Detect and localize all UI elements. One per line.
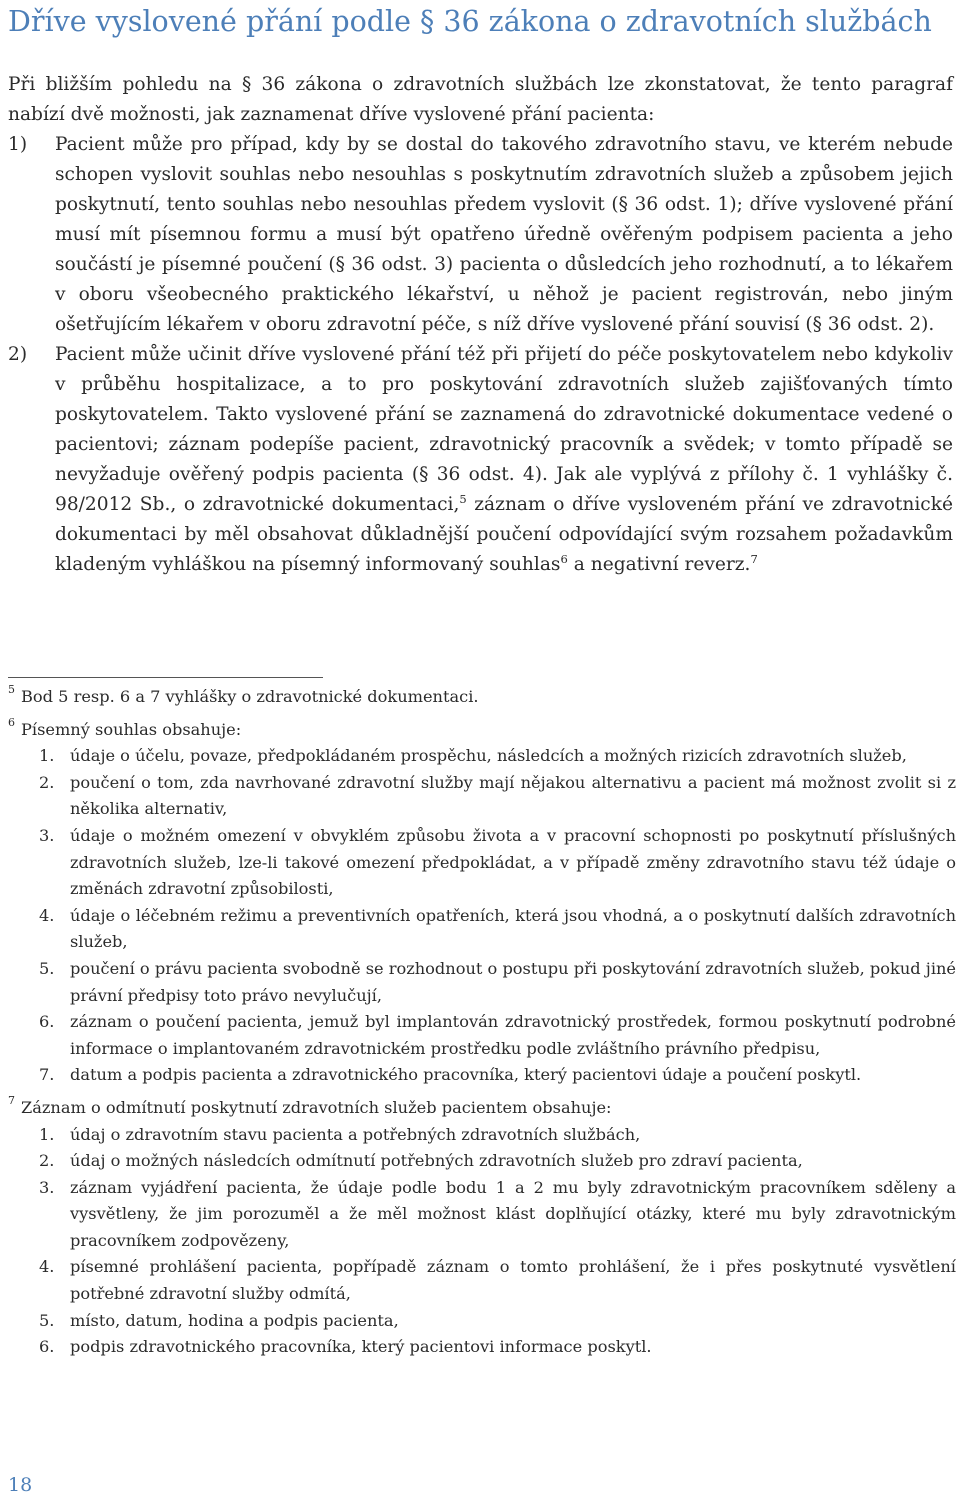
list-item	[8, 340, 953, 580]
footnote-list-number: 2.	[39, 772, 55, 792]
footnote-list-item	[8, 956, 956, 1009]
footnote-list-item	[8, 1175, 956, 1255]
footnote-list-text: poučení o právu pacienta svobodně se rozhodnout o postupu při poskytování zdravotních služeb, pokud jiné právní předpisy toto právo nevylučují,	[70, 958, 956, 1005]
list-item-text: a negativní reverz.	[567, 554, 751, 575]
footnote-list-item	[8, 770, 956, 823]
footnote-list-number: 4.	[39, 905, 55, 925]
list-item-number: 1)	[8, 134, 28, 155]
footnote-list-number: 5.	[39, 1310, 55, 1330]
footnote-5	[8, 684, 956, 711]
footnote-list-text: údaje o účelu, povaze, předpokládaném prospěchu, následcích a možných rizicích zdravotních služeb,	[70, 746, 907, 766]
footnote-divider	[8, 677, 323, 678]
footnote-ref: 6	[560, 551, 568, 566]
footnote-list-item	[8, 903, 956, 956]
footnote-ref: 5	[459, 491, 467, 506]
footnote-list-number: 1.	[39, 1124, 55, 1144]
footnote-list-number: 4.	[39, 1257, 55, 1277]
footnote-list-number: 1.	[39, 746, 55, 766]
footnote-list-item	[8, 743, 956, 770]
footnote-list-number: 2.	[39, 1151, 55, 1171]
footnote-mark: 7	[8, 1093, 15, 1107]
footnote-list-item	[8, 1009, 956, 1062]
footnote-list-number: 5.	[39, 958, 55, 978]
footnote-list-text: záznam o poučení pacienta, jemuž byl implantován zdravotnický prostředek, formou poskytnutí podrobné informace o implantovaném zdravotnickém prostředku podle zvláštního právního předpisu,	[70, 1012, 956, 1058]
footnote-list-number: 6.	[39, 1337, 55, 1357]
footnote-mark: 6	[8, 715, 15, 729]
footnote-list-text: datum a podpis pacienta a zdravotnického pracovníka, který pacientovi údaje a poučení poskytl.	[70, 1065, 862, 1085]
footnote-list-item	[8, 1254, 956, 1307]
footnote-list-text: údaje o možném omezení v obvyklém způsobu života a v pracovní schopnosti po poskytnutí příslušných zdravotních služeb, lze-li takové omezení předpokládat, a v případě změny zdravotního stavu též údaje o změnách zdravotní způsobilosti,	[70, 825, 956, 899]
footnote-list-text: písemné prohlášení pacienta, popřípadě záznam o tomto prohlášení, že i přes poskytnuté vysvětlení potřebné zdravotní služby odmítá,	[70, 1257, 956, 1304]
footnote-list	[8, 1122, 956, 1361]
footnote-text: Písemný souhlas obsahuje:	[21, 719, 242, 739]
footnote-list-text: údaje o léčebném režimu a preventivních opatřeních, která jsou vhodná, a o poskytnutí dalších zdravotních služeb,	[70, 905, 956, 952]
footnote-list-text: záznam vyjádření pacienta, že údaje podle bodu 1 a 2 mu byly zdravotnickým pracovníkem sděleny a vysvětleny, že jim porozuměl a že měl možnost klást doplňující otázky, které mu byly zdravotnickým pracovníkem zodpovězeny,	[70, 1177, 956, 1250]
page-number: 18	[8, 1474, 33, 1496]
footnote-list-number: 7.	[39, 1065, 55, 1085]
footnote-list-number: 3.	[39, 825, 55, 845]
list-item	[8, 130, 953, 340]
footnote-list-text: údaj o zdravotním stavu pacienta a potřebných zdravotních službách,	[70, 1124, 641, 1144]
footnotes	[8, 684, 956, 1361]
intro-paragraph: Při bližším pohledu na § 36 zákona o zdravotních službách lze zkonstatovat, že tento paragraf nabízí dvě možnosti, jak zaznamenat dříve vyslovené přání pacienta:	[8, 74, 953, 125]
footnote-list-item	[8, 823, 956, 903]
footnote-list-item	[8, 1122, 956, 1149]
list-item-text: Pacient může pro případ, kdy by se dostal do takového zdravotního stavu, ve kterém nebude schopen vyslovit souhlas nebo nesouhlas s poskytnutím zdravotních služeb a způsobem jejich poskytnutí, tento souhlas nebo nesouhlas předem vyslovit (§ 36 odst. 1); dříve vyslovené přání musí mít písemnou formu a musí být opatřeno úředně ověřeným podpisem pacienta a jeho součástí je písemné poučení (§ 36 odst. 3) pacienta o důsledcích jeho rozhodnutí, a to lékařem v oboru všeobecného praktického lékařství, u něhož je pacient registrován, nebo jiným ošetřujícím lékařem v oboru zdravotní péče, s níž dříve vyslovené přání souvisí (§ 36 odst. 2).	[55, 134, 953, 335]
footnote-list-number: 3.	[39, 1177, 55, 1197]
footnote-ref: 7	[750, 551, 758, 566]
page-title: Dříve vyslovené přání podle § 36 zákona o zdravotních službách	[8, 5, 932, 38]
footnote-list-text: poučení o tom, zda navrhované zdravotní služby mají nějakou alternativu a pacient má možnost zvolit si z několika alternativ,	[70, 772, 956, 819]
footnote-list	[8, 743, 956, 1089]
footnote-text: Bod 5 resp. 6 a 7 vyhlášky o zdravotnické dokumentaci.	[21, 687, 479, 706]
footnote-list-item	[8, 1334, 956, 1361]
list-item-text: záznam o dříve vysloveném přání ve zdravotnické dokumentaci by měl obsahovat důkladnější poučení odpovídající svým rozsahem požadavkům kladeným vyhláškou na písemný informovaný souhlas	[55, 494, 953, 575]
footnote-list-text: podpis zdravotnického pracovníka, který pacientovi informace poskytl.	[70, 1337, 652, 1357]
footnote-list-text: údaj o možných následcích odmítnutí potřebných zdravotních služeb pro zdraví pacienta,	[70, 1151, 803, 1171]
main-list	[8, 130, 953, 580]
footnote-list-item	[8, 1062, 956, 1089]
footnote-list-item	[8, 1148, 956, 1175]
list-item-text: Pacient může učinit dříve vyslovené přání též při přijetí do péče poskytovatelem nebo kdykoliv v průběhu hospitalizace, a to pro poskytování zdravotních služeb zajišťovaných tímto poskytovatelem. Takto vyslovené přání se zaznamená do zdravotnické dokumentace vedené o pacientovi; záznam podepíše pacient, zdravotnický pracovník a svědek; v tomto případě se nevyžaduje ověřený podpis pacienta (§ 36 odst. 4). Jak ale vyplývá z přílohy č. 1 vyhlášky č. 98/2012 Sb., o zdravotnické dokumentaci,	[55, 344, 953, 515]
footnote-7	[8, 1095, 956, 1361]
footnote-list-item	[8, 1308, 956, 1335]
footnote-mark: 5	[8, 683, 15, 696]
footnote-6	[8, 717, 956, 1089]
footnote-list-number: 6.	[39, 1012, 55, 1032]
footnote-text: Záznam o odmítnutí poskytnutí zdravotních služeb pacientem obsahuje:	[21, 1097, 612, 1117]
list-item-number: 2)	[8, 344, 28, 365]
footnote-list-text: místo, datum, hodina a podpis pacienta,	[70, 1310, 399, 1330]
